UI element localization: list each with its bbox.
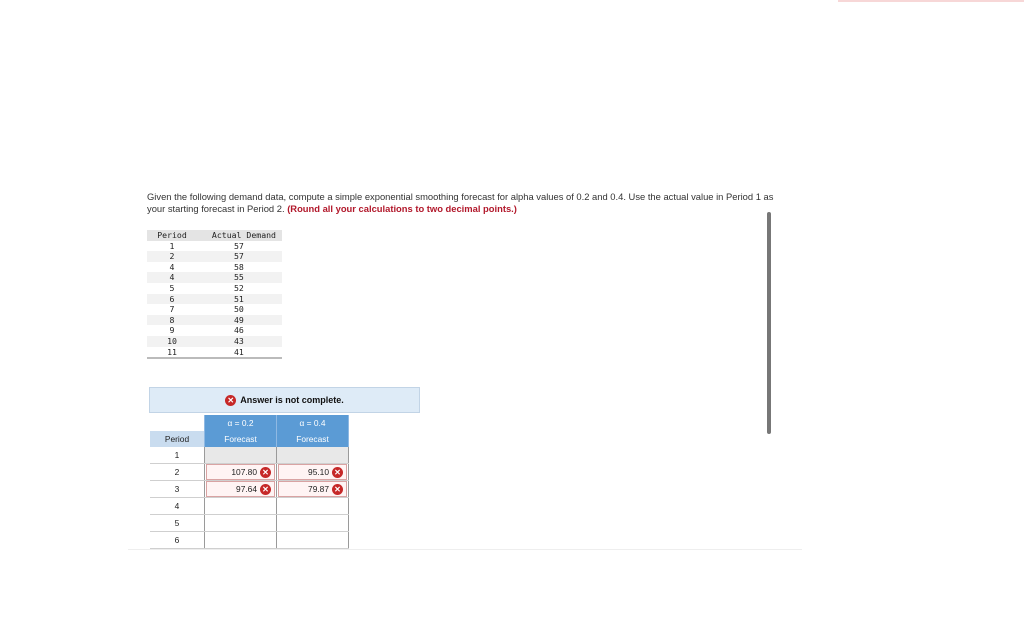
demand-period: 4 (169, 272, 175, 283)
forecast-0-4-header: Forecast (277, 431, 349, 447)
demand-row (147, 272, 282, 283)
answer-period: 6 (150, 532, 205, 549)
alpha-0-4-header: α = 0.4 (277, 415, 349, 431)
forecast-value-cell[interactable] (278, 464, 347, 480)
demand-period: 5 (169, 282, 175, 293)
forecast-value: 79.87 (308, 484, 329, 494)
demand-period: 11 (167, 346, 177, 357)
forecast-0-2-input[interactable] (205, 464, 277, 481)
forecast-value: 97.64 (236, 484, 257, 494)
demand-period: 2 (169, 251, 175, 262)
answer-period: 5 (150, 515, 205, 532)
answer-period: 4 (150, 498, 205, 515)
demand-row (147, 325, 282, 336)
answer-period: 2 (150, 464, 205, 481)
forecast-0-4-input[interactable] (277, 515, 349, 532)
demand-value: 51 (234, 293, 244, 304)
demand-value: 57 (234, 251, 244, 262)
forecast-0-2-input[interactable] (205, 515, 277, 532)
demand-value: 43 (234, 335, 244, 346)
bottom-divider (128, 549, 802, 550)
question-body: Given the following demand data, compute a simple exponential smoothing forecast for alpha values of 0.2 and 0.4. Use the actual value in Period 1 as your starting forecast in Period 2. (147, 191, 774, 214)
incorrect-icon: ✕ (260, 484, 271, 495)
demand-period: 1 (169, 240, 175, 251)
forecast-0-4-input[interactable] (277, 464, 349, 481)
answer-period: 3 (150, 481, 205, 498)
demand-period: 4 (169, 261, 175, 272)
forecast-0-4-input[interactable] (277, 498, 349, 515)
forecast-0-4-input (277, 447, 349, 464)
demand-period: 8 (169, 314, 175, 325)
incorrect-icon: ✕ (332, 484, 343, 495)
demand-value: 46 (234, 325, 244, 336)
demand-row (147, 304, 282, 315)
answer-status-banner (149, 387, 420, 413)
incorrect-icon: ✕ (260, 467, 271, 478)
forecast-0-2-input (205, 447, 277, 464)
demand-period: 9 (169, 325, 175, 336)
incorrect-icon: ✕ (332, 467, 343, 478)
answer-row-period-6 (150, 532, 349, 549)
demand-value: 58 (234, 261, 244, 272)
forecast-0-2-header: Forecast (205, 431, 277, 447)
answer-table (150, 415, 349, 549)
forecast-value-cell[interactable] (206, 464, 275, 480)
alpha-0-2-header: α = 0.2 (205, 415, 277, 431)
demand-row (147, 294, 282, 305)
demand-value: 41 (234, 346, 244, 357)
demand-period: 7 (169, 304, 175, 315)
rounding-instruction: (Round all your calculations to two decimal points.) (287, 203, 517, 214)
demand-row (147, 283, 282, 294)
demand-value: 55 (234, 272, 244, 283)
demand-period: 10 (167, 335, 177, 346)
forecast-0-4-input[interactable] (277, 532, 349, 549)
vertical-scrollbar[interactable] (767, 212, 771, 434)
demand-table (147, 230, 282, 359)
answer-row-period-3 (150, 481, 349, 498)
period-column-header: Period (150, 431, 205, 447)
forecast-value: 95.10 (308, 467, 329, 477)
forecast-0-2-input[interactable] (205, 481, 277, 498)
demand-row (147, 336, 282, 347)
actual-demand-header: Actual Demand (211, 230, 276, 240)
demand-value: 57 (234, 240, 244, 251)
demand-row (147, 315, 282, 326)
answer-period: 1 (150, 447, 205, 464)
demand-row (147, 262, 282, 273)
forecast-0-4-input[interactable] (277, 481, 349, 498)
demand-row (147, 347, 282, 358)
answer-row-period-5 (150, 515, 349, 532)
alpha-header-row (150, 415, 349, 431)
x-circle-icon: ✕ (225, 395, 236, 406)
demand-value: 50 (234, 304, 244, 315)
demand-table-header (147, 230, 282, 241)
top-accent-bar (838, 0, 1024, 2)
column-header-row (150, 431, 349, 447)
forecast-0-2-input[interactable] (205, 532, 277, 549)
forecast-value-cell[interactable] (206, 481, 275, 497)
answer-status-text: Answer is not complete. (240, 395, 344, 405)
demand-value: 49 (234, 314, 244, 325)
answer-row-period-4 (150, 498, 349, 515)
forecast-value-cell[interactable] (278, 481, 347, 497)
period-header: Period (157, 230, 187, 240)
blank-header-cell (150, 415, 205, 431)
forecast-0-2-input[interactable] (205, 498, 277, 515)
demand-value: 52 (234, 282, 244, 293)
demand-period: 6 (169, 293, 175, 304)
answer-row-period-2 (150, 464, 349, 481)
forecast-value: 107.80 (231, 467, 257, 477)
question-text (147, 191, 777, 215)
answer-row-period-1 (150, 447, 349, 464)
demand-row (147, 241, 282, 252)
demand-row (147, 251, 282, 262)
